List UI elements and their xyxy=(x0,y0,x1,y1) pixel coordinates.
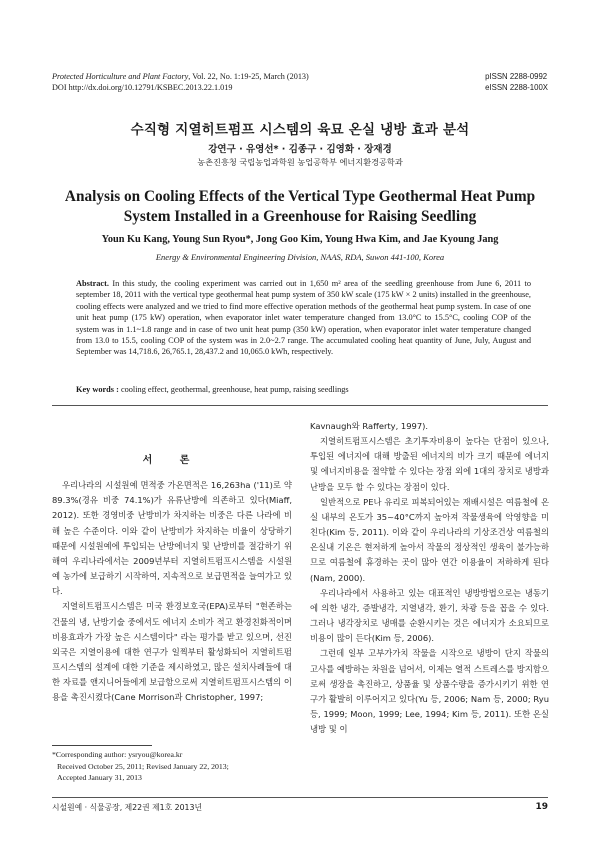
korean-authors: 강연구 · 유영선* · 김종구 · 김영화 · 장재경 xyxy=(208,144,392,155)
footer-journal: 시설원예 · 식물공장, 제22권 제1호 2013년 xyxy=(52,803,202,812)
paragraph: 우리나라의 시설원예 면적중 가온면적은 16,263ha ('11)로 약 89.3%(경유 비중 74.1%)가 유류난방에 의존하고 있다(Miaff, 2012). 또한 경영비중 난방비가 차지하는 비중은 다른 나라에 비해 높은 수준이다. 이와 같이 난방비가 차지하는 비율이 상당하기 때문에 시설원예에 투입되는 난방에너지 및 난방비를 절감하기 위해여 우리나라에서는 2009년부터 지열히트펌프시스템을 시설원예 농가에 보급하기 시작하여, 지속적으로 보급면적을 늘여가고 있다. xyxy=(52,480,292,597)
eissn: eISSN 2288-100X xyxy=(485,83,548,92)
english-title: Analysis on Cooling Effects of the Vertical Type Geothermal Heat Pump System Installed in a Greenhouse for Raising Seedling xyxy=(64,188,536,225)
paragraph: 우리나라에서 사용하고 있는 대표적인 냉방방법으로는 냉동기에 의한 냉각, 증발냉각, 지열냉각, 환기, 차광 등을 꼽을 수 있다. 그러나 냉각장치로 냉매를 순환시키는 것은 에너지가 소요되므로 비용이 많이 든다(Kim 등, 2006). xyxy=(310,587,549,644)
abstract-text: In this study, the cooling experiment was carried out in 1,650 m² area of the seedling greenhouse from June 6, 2011 to september 18, 2011 with the vertical type geothermal heat pump system of 350 kW scale (175 kW × 2 units) installed in the greenhouse, cooling effects were analyzed and we tried to find more effective operation methods of the geothermal heat pump system. In case of one unit heat pump (175 kW) operation, when evaporator inlet water temperature changed from 13.0°C to 15.5°C, cooling COP of the system was in 1.1~1.8 range and in case of two unit heat pump (350 kW) operation, when evaporator inlet water temperature changed from 13.0 to 15.5, cooling COP of the system was in 2.0~2.7 range. The accumulated cooling heat quantity of June, July, August and September was 14,718.6, 26,765.1, 28,437.2 and 10,065.0 kWh, respectively. xyxy=(76,279,531,357)
doi-link[interactable]: DOI http://dx.doi.org/10.12791/KSBEC.2013.22.1.019 xyxy=(52,83,233,92)
corresponding-author: *Corresponding author: ysryou@korea.kr xyxy=(52,750,183,759)
body-left-column xyxy=(52,449,292,706)
footnote xyxy=(52,749,292,784)
page-footer xyxy=(52,797,548,813)
english-affiliation: Energy & Environmental Engineering Division, NAAS, RDA, Suwon 441-100, Korea xyxy=(155,252,445,262)
received-date: Received October 25, 2011; Revised January 22, 2013; xyxy=(57,761,229,771)
section-heading: 서 론 xyxy=(142,455,202,466)
keywords-text: cooling effect, geothermal, greenhouse, heat pump, raising seedlings xyxy=(120,385,349,394)
journal-citation xyxy=(52,71,309,93)
issn-block xyxy=(485,71,548,93)
paragraph: 일반적으로 PE나 유리로 피복되어있는 재배시설은 여름철에 온실 내부의 온도가 35~40°C까지 높아져 작물생육에 악영향을 미친다(Kim 등, 2011). 이와 같이 우리나라의 기상조건상 여름철의 온실내 기온은 현저하게 높아서 작물의 정상적인 생육이 불가능하므로 여름철에 휴경하는 곳이 많아 연간 이용율이 저하하게 된다(Nam, 2000). xyxy=(310,496,549,583)
abstract-label: Abstract. xyxy=(76,279,109,288)
journal-volume: , Vol. 22, No. 1:19-25, March (2013) xyxy=(188,72,309,81)
accepted-date: Accepted January 31, 2013 xyxy=(57,773,142,782)
abstract xyxy=(76,278,531,358)
paragraph-continued: Kavnaugh와 Rafferty, 1997). xyxy=(310,421,429,431)
section-divider xyxy=(52,405,548,406)
english-authors: Youn Ku Kang, Young Sun Ryou*, Jong Goo Kim, Young Hwa Kim, and Jae Kyoung Jang xyxy=(101,234,499,245)
korean-title: 수직형 지열히트펌프 시스템의 육묘 온실 냉방 효과 분석 xyxy=(130,122,470,138)
paragraph: 지열히트펌프시스템은 미국 환경보호국(EPA)로부터 "현존하는 건물의 냉, 난방기술 중에서도 에너지 소비가 적고 환경친화적이며 비용효과가 가장 높은 시스템이다" 라는 평가를 받고 있으며, 선진외국은 지열이용에 대한 연구가 일찍부터 활성화되어 지열히트펌프시스템의 설계에 대한 기준을 제시하였고, 많은 설치사례들에 대한 자료를 앤지니어들에게 보급함으로써 지열히트펌프시스템의 이용을 촉진시켰다(Cane Morrison과 Christopher, 1997; xyxy=(52,601,292,703)
paragraph: 지열히트펌프시스템은 초기투자비용이 높다는 단점이 있으나, 투입된 에너지에 대해 방출된 에너지의 비가 크기 때문에 에너지 및 에너지비용을 절약할 수 있다는 장점 외에 1대의 장치로 냉방과 난방을 모두 할 수 있다는 장점이 있다. xyxy=(310,436,549,492)
body-right-column xyxy=(310,419,549,737)
keywords xyxy=(76,385,531,394)
footnote-divider xyxy=(52,745,152,746)
keywords-label: Key words : xyxy=(76,385,119,394)
korean-affiliation: 농촌진흥청 국립농업과학원 농업공학부 에너지환경공학과 xyxy=(197,157,403,167)
pissn: pISSN 2288-0992 xyxy=(485,72,548,81)
paragraph: 그런데 일부 고부가가치 작물을 시작으로 냉방이 단지 작물의 고사를 예방하는 차원을 넘어서, 이제는 열적 스트레스를 방지함으로써 생장을 촉진하고, 상품율 및 상품수량을 증가시키기 위한 연구가 활발히 이루어지고 있다(Yu 등, 2006; Nam 등, 2000; Ryu 등, 1999; Moon, 1999; Lee, 1994; Kim 등, 2011). 또한 온실냉방 및 이 xyxy=(310,648,549,735)
page-number: 19 xyxy=(535,802,548,812)
journal-name: Protected Horticulture and Plant Factory xyxy=(52,72,189,81)
